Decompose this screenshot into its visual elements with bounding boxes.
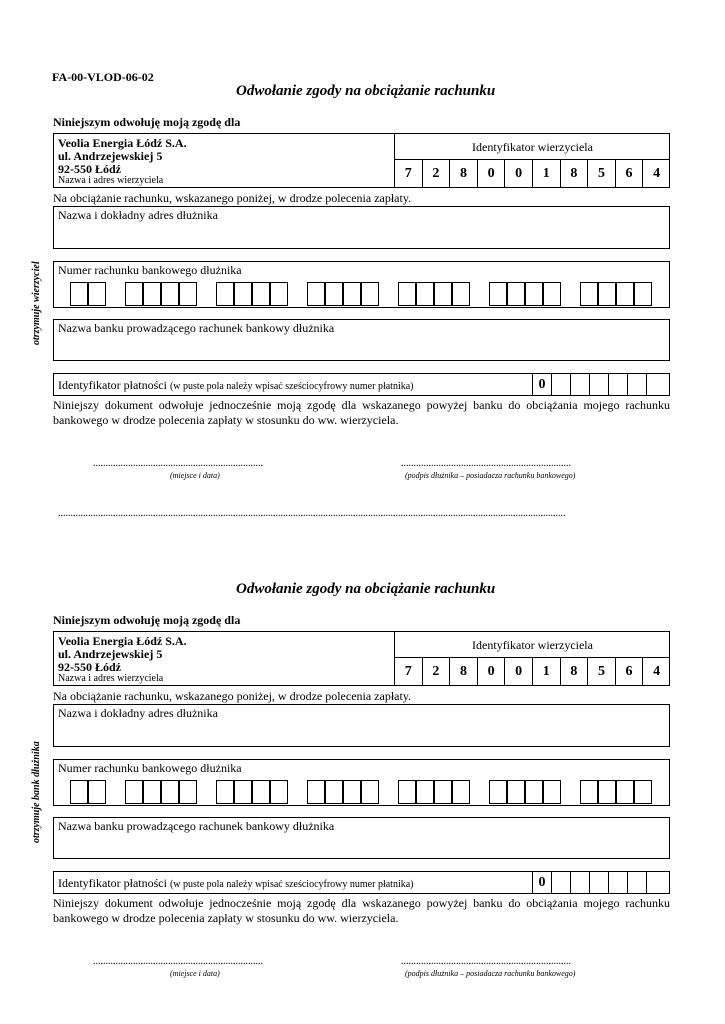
account-digit-cell[interactable] <box>307 282 325 306</box>
debtor-name-label: Nazwa i dokładny adres dłużnika <box>58 706 218 720</box>
account-digit-cell[interactable] <box>434 282 452 306</box>
account-digit-cell[interactable] <box>507 282 525 306</box>
account-digit-cell[interactable] <box>416 780 434 804</box>
payment-id-field[interactable] <box>53 373 670 396</box>
signature-line[interactable]: .................................................................... <box>401 458 571 469</box>
creditor-id-digit: 8 <box>450 160 478 187</box>
place-date-line[interactable]: .................................................................... <box>93 956 263 967</box>
payment-id-cell[interactable] <box>646 374 665 395</box>
debtor-name-label: Nazwa i dokładny adres dłużnika <box>58 208 218 222</box>
account-digit-cell[interactable] <box>434 780 452 804</box>
creditor-id-digit: 7 <box>395 160 423 187</box>
form-creditor-copy <box>0 0 725 480</box>
form-bank-copy <box>0 498 725 978</box>
signature-caption: (podpis dłużnika – posiadacza rachunku bankowego) <box>405 471 576 480</box>
account-digit-cell[interactable] <box>70 780 88 804</box>
account-number-field[interactable] <box>53 759 670 806</box>
creditor-id-digit: 6 <box>616 160 644 187</box>
creditor-id-digits <box>395 658 670 685</box>
account-digit-cell[interactable] <box>270 282 288 306</box>
creditor-id-digit: 2 <box>423 658 451 685</box>
bank-name-field[interactable] <box>53 817 670 859</box>
account-digit-cell[interactable] <box>307 780 325 804</box>
account-digit-cell[interactable] <box>325 780 343 804</box>
payment-id-cell[interactable] <box>570 872 589 893</box>
account-digit-cell[interactable] <box>361 780 379 804</box>
payment-id-cell[interactable] <box>551 374 570 395</box>
creditor-address <box>54 134 395 187</box>
payment-id-prefix: 0 <box>532 374 551 395</box>
account-digit-cell[interactable] <box>143 780 161 804</box>
account-number-label: Numer rachunku bankowego dłużnika <box>58 761 242 775</box>
payment-id-label-wrap <box>58 876 414 891</box>
creditor-id-digits <box>395 160 670 187</box>
creditor-id-digit: 5 <box>588 658 616 685</box>
form-title: Odwołanie zgody na obciążanie rachunku <box>236 581 496 597</box>
creditor-city: 92-550 Łódź <box>58 162 121 176</box>
account-digit-cell[interactable] <box>598 780 616 804</box>
payment-id-label: Identyfikator płatności <box>58 876 167 890</box>
creditor-box <box>53 631 670 686</box>
account-digit-cell[interactable] <box>143 282 161 306</box>
account-digit-cell[interactable] <box>398 780 416 804</box>
payment-id-cell[interactable] <box>627 872 646 893</box>
creditor-id-digit: 4 <box>653 664 661 679</box>
debtor-name-field[interactable] <box>53 206 670 249</box>
account-digit-cell[interactable] <box>616 780 634 804</box>
bank-name-field[interactable] <box>53 319 670 361</box>
signature-caption: (podpis dłużnika – posiadacza rachunku bankowego) <box>405 969 576 978</box>
payment-id-hint: (w puste pola należy wpisać sześciocyfrowy numer płatnika) <box>169 381 414 392</box>
payment-id-cell[interactable] <box>551 872 570 893</box>
payment-id-cell[interactable] <box>646 872 665 893</box>
creditor-id-digit: 6 <box>616 658 644 685</box>
account-digit-cell[interactable] <box>252 282 270 306</box>
creditor-id-digit: 1 <box>533 658 561 685</box>
account-digit-cell[interactable] <box>179 780 197 804</box>
account-digit-cell[interactable] <box>416 282 434 306</box>
debit-line: Na obciążanie rachunku, wskazanego poniżej, w drodze polecenia zapłaty. <box>53 689 412 703</box>
account-digit-cell[interactable] <box>125 282 143 306</box>
payment-id-hint: (w puste pola należy wpisać sześciocyfrowy numer płatnika) <box>169 879 414 890</box>
account-digit-cell[interactable] <box>525 282 543 306</box>
signature-line[interactable]: .................................................................... <box>401 956 571 967</box>
payment-id-cell[interactable] <box>570 374 589 395</box>
creditor-id-digit: 0 <box>505 658 533 685</box>
payment-id-field[interactable] <box>53 871 670 894</box>
payment-id-label-wrap <box>58 378 414 393</box>
account-digit-cell[interactable] <box>270 780 288 804</box>
creditor-id-label: Identyfikator wierzyciela <box>395 632 670 658</box>
account-digit-cell[interactable] <box>543 780 561 804</box>
account-digit-cell[interactable] <box>88 282 106 306</box>
account-digit-cell[interactable] <box>598 282 616 306</box>
recipient-label: otrzymuje bank dłużnika <box>31 741 42 843</box>
statement-text: Niniejszy dokument odwołuje jednocześnie moją zgodę dla wskazanego powyżej banku do obciążania mojego rachunku bankowego w drodze polecenia zapłaty w stosunku do ww. wierzyciela. <box>53 896 670 925</box>
account-digit-cell[interactable] <box>361 282 379 306</box>
creditor-city: 92-550 Łódź <box>58 660 121 674</box>
bank-name-label: Nazwa banku prowadzącego rachunek bankowy dłużnika <box>58 819 335 833</box>
account-digit-cell[interactable] <box>525 780 543 804</box>
account-digit-cell[interactable] <box>616 282 634 306</box>
payment-id-cell[interactable] <box>608 872 627 893</box>
creditor-name: Veolia Energia Łódź S.A. <box>58 634 187 648</box>
account-digit-cell[interactable] <box>234 282 252 306</box>
payment-id-label: Identyfikator płatności <box>58 378 167 392</box>
creditor-address-caption: Nazwa i adres wierzyciela <box>58 175 164 186</box>
account-digit-cell[interactable] <box>343 282 361 306</box>
place-date-caption: (miejsce i data) <box>170 969 220 978</box>
account-number-field[interactable] <box>53 261 670 308</box>
account-digit-cell[interactable] <box>507 780 525 804</box>
intro-text: Niniejszym odwołuję moją zgodę dla <box>53 613 241 627</box>
account-digit-cell[interactable] <box>216 780 234 804</box>
document-code: FA-00-VLOD-06-02 <box>52 70 154 84</box>
creditor-address-caption: Nazwa i adres wierzyciela <box>58 673 164 684</box>
debit-line: Na obciążanie rachunku, wskazanego poniżej, w drodze polecenia zapłaty. <box>53 191 412 205</box>
creditor-street: ul. Andrzejewskiej 5 <box>58 647 163 661</box>
account-digit-cell[interactable] <box>252 780 270 804</box>
account-digit-cell[interactable] <box>234 780 252 804</box>
bank-name-label: Nazwa banku prowadzącego rachunek bankowy dłużnika <box>58 321 335 335</box>
account-digit-cell[interactable] <box>161 282 179 306</box>
account-digit-cell[interactable] <box>580 282 598 306</box>
creditor-id-digit: 2 <box>423 160 451 187</box>
payment-id-cell[interactable] <box>608 374 627 395</box>
account-digit-cell[interactable] <box>343 780 361 804</box>
creditor-id-digit: 8 <box>450 658 478 685</box>
payment-id-prefix: 0 <box>532 872 551 893</box>
creditor-id-digit: 1 <box>533 160 561 187</box>
creditor-address <box>54 632 395 685</box>
creditor-id-digit: 5 <box>588 160 616 187</box>
place-date-line[interactable]: .................................................................... <box>93 458 263 469</box>
recipient-label: otrzymuje wierzyciel <box>31 261 42 345</box>
account-digit-cell[interactable] <box>161 780 179 804</box>
creditor-id-digit: 0 <box>505 160 533 187</box>
place-date-caption: (miejsce i data) <box>170 471 220 480</box>
account-digit-cell[interactable] <box>325 282 343 306</box>
account-digit-cell[interactable] <box>398 282 416 306</box>
account-digit-cell[interactable] <box>452 282 470 306</box>
cut-line: ........................................................................................................................................................................................................... <box>58 508 566 519</box>
form-title: Odwołanie zgody na obciążanie rachunku <box>236 83 496 99</box>
account-number-label: Numer rachunku bankowego dłużnika <box>58 263 242 277</box>
account-digit-cell[interactable] <box>489 282 507 306</box>
creditor-box <box>53 133 670 188</box>
account-digit-cell[interactable] <box>634 780 652 804</box>
creditor-id-digit: 0 <box>478 658 506 685</box>
intro-text: Niniejszym odwołuję moją zgodę dla <box>53 115 241 129</box>
payment-id-cell[interactable] <box>627 374 646 395</box>
creditor-street: ul. Andrzejewskiej 5 <box>58 149 163 163</box>
payment-id-cell[interactable] <box>589 872 608 893</box>
account-digit-cell[interactable] <box>634 282 652 306</box>
account-digit-cell[interactable] <box>70 282 88 306</box>
debtor-name-field[interactable] <box>53 704 670 747</box>
creditor-id-digit: 7 <box>395 658 423 685</box>
account-digit-cell[interactable] <box>580 780 598 804</box>
creditor-id-digit: 0 <box>478 160 506 187</box>
account-digit-cell[interactable] <box>452 780 470 804</box>
creditor-id-digit: 4 <box>653 166 661 181</box>
account-digit-cell[interactable] <box>489 780 507 804</box>
account-digit-cell[interactable] <box>88 780 106 804</box>
statement-text: Niniejszy dokument odwołuje jednocześnie moją zgodę dla wskazanego powyżej banku do obciążania mojego rachunku bankowego w drodze polecenia zapłaty w stosunku do ww. wierzyciela. <box>53 398 670 427</box>
creditor-id-digit: 8 <box>561 160 589 187</box>
creditor-id-digit: 8 <box>561 658 589 685</box>
account-digit-cell[interactable] <box>543 282 561 306</box>
payment-id-cell[interactable] <box>589 374 608 395</box>
account-digit-cell[interactable] <box>216 282 234 306</box>
creditor-name: Veolia Energia Łódź S.A. <box>58 136 187 150</box>
creditor-id-label: Identyfikator wierzyciela <box>395 134 670 160</box>
account-digit-cell[interactable] <box>179 282 197 306</box>
account-digit-cell[interactable] <box>125 780 143 804</box>
